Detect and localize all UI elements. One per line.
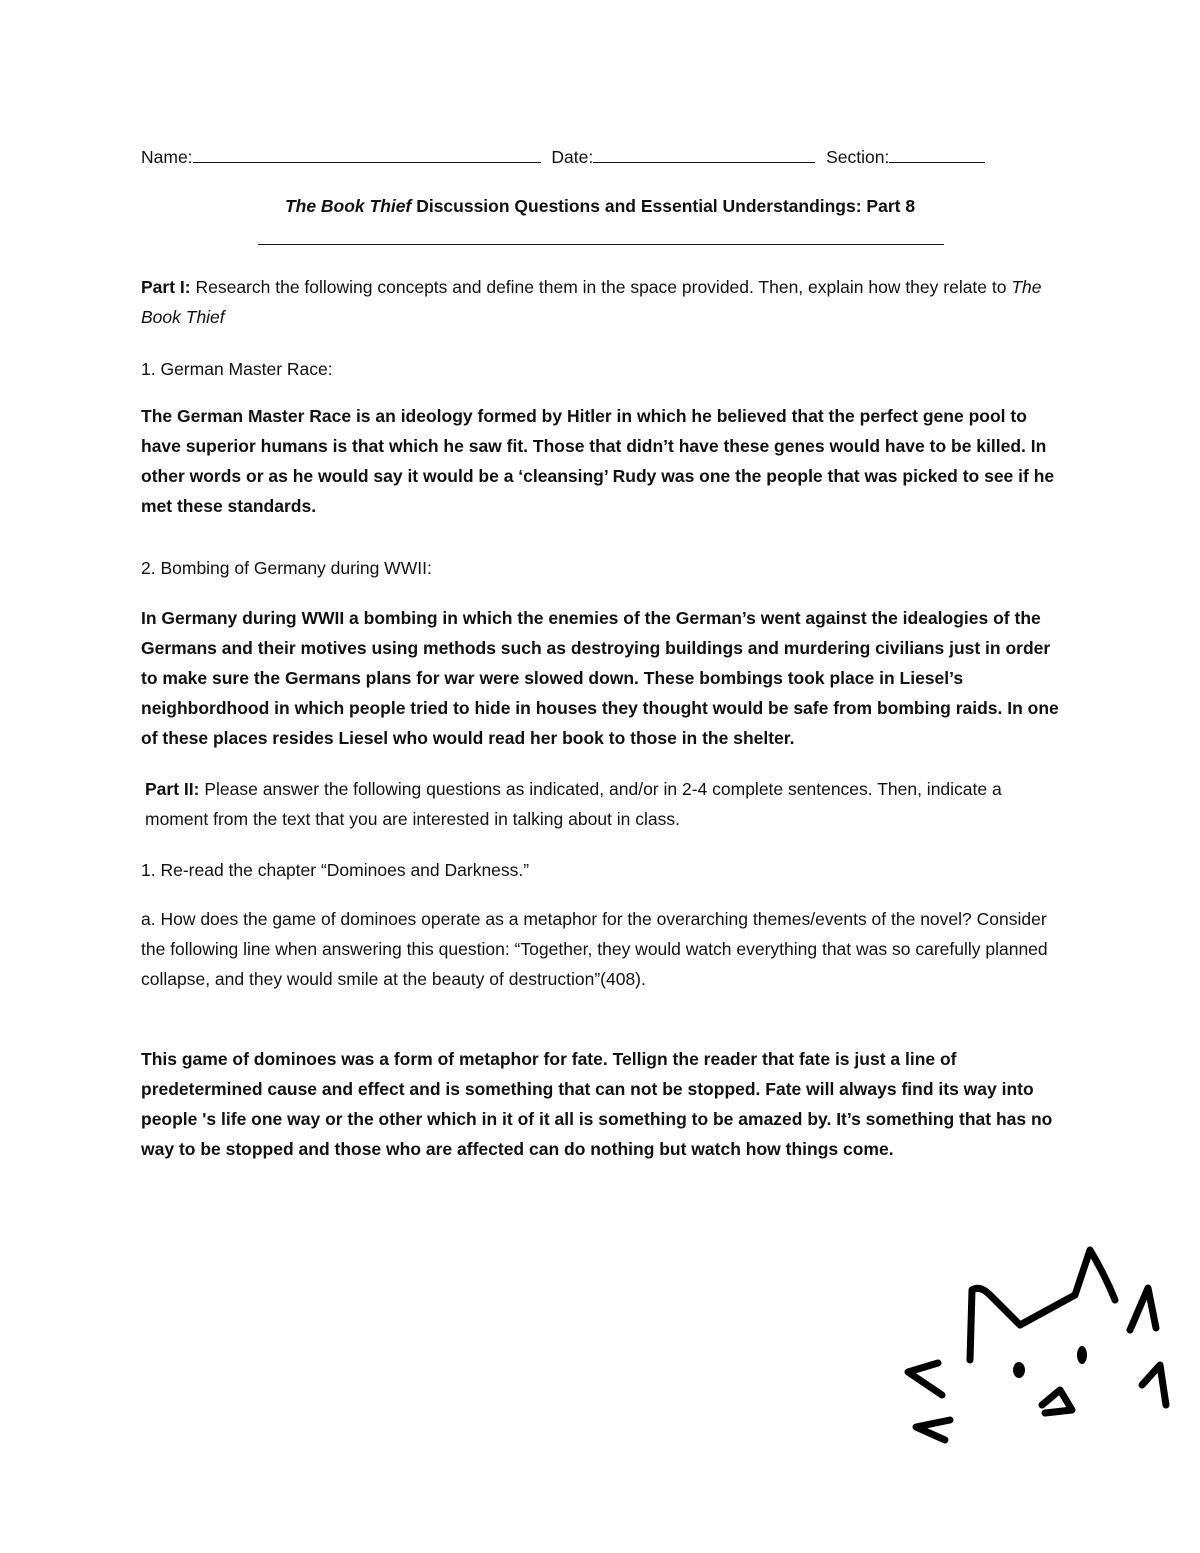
q2-answer: In Germany during WWII a bombing in which the enemies of the German’s went against the idealogies of the Germans and their motives using methods such as destroying buildings and murdering civilians just in order to make sure the Germans plans for war were slowed down. These bombings took place in Liesel’s neighbordhood in which people tried to hide in houses they thought would be safe from bombing raids. In one of these places resides Liesel who would read her book to those in the shelter. [141, 608, 1059, 748]
cat-eye-left [1013, 1362, 1025, 1378]
whisker-left-1 [908, 1363, 942, 1395]
title-rest: Discussion Questions and Essential Understandings: Part 8 [411, 196, 916, 216]
part2-text: Please answer the following questions as indicated, and/or in 2-4 complete sentences. Then, indicate a moment from the text that you are interested in talking about in class. [145, 779, 1002, 829]
p2q1-sub-a: a. How does the game of dominoes operate as a metaphor for the overarching themes/events of the novel? Consider the following line when answering this question: “Together, they would watch everything that was so carefully planned collapse, and they would smile at the beauty of destruction”(408). [141, 909, 1048, 989]
name-label: Name: [141, 147, 193, 167]
right-mark-2 [1142, 1365, 1166, 1405]
cat-ears-stroke [970, 1250, 1115, 1360]
name-blank [193, 142, 541, 163]
q1-prompt: 1. German Master Race: [141, 359, 333, 379]
section-blank [889, 142, 985, 163]
whisker-left-2 [916, 1420, 950, 1440]
p2q1-prompt: 1. Re-read the chapter “Dominoes and Darkness.” [141, 860, 530, 880]
part1-instructions [141, 272, 1061, 332]
student-info-row [141, 142, 1021, 171]
q2-prompt: 2. Bombing of Germany during WWII: [141, 558, 432, 578]
date-label: Date: [551, 147, 594, 167]
title-underline [258, 244, 944, 245]
q1-answer: The German Master Race is an ideology formed by Hitler in which he believed that the perfect gene pool to have superior humans is that which he saw fit. Those that didn’t have these genes would have to be killed. In other words or as he would say it would be a ‘cleansing’ Rudy was one the people that was picked to see if he met these standards. [141, 406, 1055, 516]
date-blank [593, 142, 815, 163]
part1-book-title: The Book Thief [141, 277, 1042, 327]
right-mark-1 [1130, 1288, 1156, 1330]
cat-mouth-stroke [1042, 1390, 1072, 1413]
cat-eye-right [1077, 1346, 1087, 1364]
section-label: Section: [826, 147, 890, 167]
part1-text: Research the following concepts and define them in the space provided. Then, explain how they relate to [190, 277, 1012, 297]
page-title [0, 193, 1200, 219]
part1-label: Part I: [141, 277, 191, 297]
part2-label: Part II: [145, 779, 200, 799]
title-book-name: The Book Thief [284, 196, 412, 216]
part2-instructions [145, 774, 1065, 834]
p2q1-answer: This game of dominoes was a form of metaphor for fate. Tellign the reader that fate is just a line of predetermined cause and effect and is something that can not be stopped. Fate will always find its way into people 's life one way or the other which in it of it all is something to be amazed by. It’s something that has no way to be stopped and those who are affected can do nothing but watch how things come. [141, 1049, 1053, 1159]
cat-doodle-icon [880, 1230, 1180, 1470]
